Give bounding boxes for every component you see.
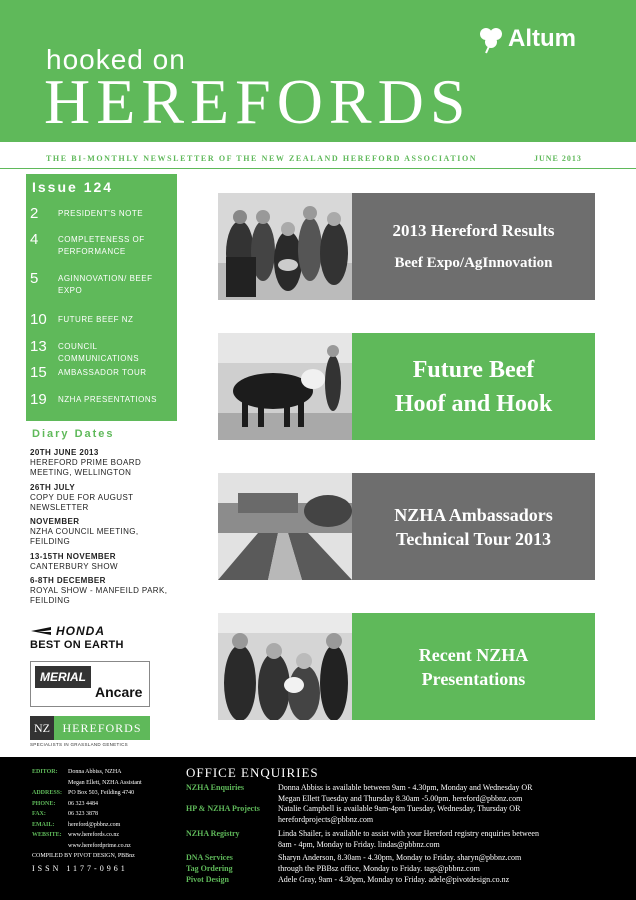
diary-text: ROYAL SHOW - MANFEILD PARK, FEILDING	[30, 586, 168, 605]
masthead-title: HEREFORDS	[44, 66, 472, 137]
feature-subtitle: Hoof and Hook	[394, 390, 553, 417]
office-line: Megan Ellett Tuesday and Thursday 8.30am -5.00pm. hereford@pbbnz.com	[278, 793, 523, 803]
office-key: DNA Services	[186, 853, 233, 862]
diary-date: 26TH JULY	[30, 483, 76, 492]
diary-date: NOVEMBER	[30, 517, 80, 526]
feature-photo	[218, 193, 352, 300]
altum-logo	[476, 24, 576, 54]
toc-item[interactable]	[30, 232, 176, 258]
address-label: ADDRESS:	[32, 790, 63, 796]
toc-item[interactable]	[30, 365, 176, 380]
website-link[interactable]: www.herefords.co.nz	[68, 832, 120, 838]
issue-date: JUNE 2013	[534, 154, 582, 163]
toc-label: COMPLETENESS OF PERFORMANCE	[58, 235, 145, 256]
feature-photo	[218, 613, 352, 720]
toc-item[interactable]	[30, 206, 176, 221]
feature-subtitle: Presentations	[421, 668, 526, 689]
office-key: Pivot Design	[186, 875, 229, 884]
office-row	[186, 864, 606, 875]
address-value: PO Box 503, Feilding 4740	[68, 790, 135, 796]
office-line: Natalie Campbell is available 9am-4pm Tuesday, Wednesday, Thursday OR	[278, 804, 521, 813]
office-line: through the PBBsz office, Monday to Friday. tags@pbbnz.com	[278, 864, 480, 873]
email-link[interactable]: hereford@pbbnz.com	[68, 821, 121, 828]
website-link-2[interactable]: www.herefordprime.co.nz	[68, 842, 131, 849]
office-line: Donna Abbiss is available between 9am - 4.30pm, Monday and Wednesday OR	[278, 783, 533, 792]
phone-label: PHONE:	[32, 800, 56, 807]
editor-value-2: Megan Ellett, NZHA Assistant	[68, 779, 142, 786]
diary-date: 20TH JUNE 2013	[30, 448, 99, 457]
phone-value: 06 323 4484	[68, 800, 98, 807]
issn: ISSN 1177-0961	[32, 863, 128, 873]
feature-photo	[218, 333, 352, 440]
toc-page: 5	[30, 270, 39, 287]
divider	[0, 168, 636, 169]
office-title: OFFICE ENQUIRIES	[186, 765, 319, 780]
toc-page: 2	[30, 205, 39, 222]
diary-item	[30, 448, 180, 478]
nz-mark: NZ	[30, 716, 54, 740]
nz-herefords-logo	[30, 716, 150, 740]
diary-item	[30, 483, 180, 513]
feature-block[interactable]	[218, 473, 595, 580]
footer	[0, 757, 636, 900]
office-row	[186, 783, 606, 804]
diary-title: Diary Dates	[32, 428, 115, 440]
toc-label: PRESIDENT'S NOTE	[58, 209, 144, 218]
feature-block[interactable]	[218, 333, 595, 440]
toc-page: 19	[30, 391, 47, 408]
office-key: NZHA Enquiries	[186, 783, 245, 792]
office-line: Adele Gray, 9am - 4.30pm, Monday to Friday. adele@pivotdesign.co.nz	[278, 875, 510, 884]
diary-item	[30, 552, 180, 572]
feature-photo	[218, 473, 352, 580]
office-line: Sharyn Anderson, 8.30am - 4.30pm, Monday to Friday. sharyn@pbbnz.com	[278, 853, 522, 862]
diary-text: COPY DUE FOR AUGUST NEWSLETTER	[30, 493, 134, 512]
office-line: Linda Shailer, is available to assist with your Hereford registry enquiries between	[278, 829, 539, 838]
email-label: EMAIL:	[32, 821, 55, 828]
editor-value: Donna Abbiss, NZHA	[68, 769, 122, 775]
feature-title: Recent NZHA	[418, 644, 529, 665]
contact-details	[32, 767, 182, 873]
issue-number: Issue 124	[32, 179, 114, 195]
toc-item[interactable]	[30, 271, 176, 297]
clover-icon	[476, 24, 506, 54]
diary-item	[30, 517, 180, 547]
feature-block[interactable]	[218, 613, 595, 720]
toc-label: COUNCIL COMMUNICATIONS	[58, 342, 140, 363]
feature-subtitle: Technical Tour 2013	[395, 528, 552, 549]
toc-item[interactable]	[30, 312, 176, 327]
fax-label: FAX:	[32, 811, 46, 817]
diary-text: HEREFORD PRIME BOARD MEETING, WELLINGTON	[30, 458, 142, 477]
office-line: 8am - 4pm, Monday to Friday. lindas@pbbnz.com	[278, 839, 440, 849]
diary-text: CANTERBURY SHOW	[30, 562, 118, 571]
fax-value: 06 323 3878	[68, 811, 98, 817]
masthead	[0, 0, 636, 142]
contents-box	[26, 174, 177, 421]
altum-wordmark: Altum	[508, 25, 576, 52]
toc-label: AGINNOVATION/ BEEF EXPO	[58, 274, 153, 295]
honda-logo	[30, 624, 148, 651]
masthead-kicker: hooked on	[46, 44, 186, 75]
nz-herefords-tagline: SPECIALISTS IN GRASSLAND GENETICS	[30, 742, 128, 747]
ancare-wordmark: Ancare	[95, 684, 143, 700]
toc-label: FUTURE BEEF NZ	[58, 315, 134, 324]
feature-title: NZHA Ambassadors	[394, 504, 553, 525]
feature-subtitle: Beef Expo/AgInnovation	[394, 254, 553, 271]
feature-block[interactable]	[218, 193, 595, 300]
office-row	[186, 829, 606, 850]
newsletter-subline: THE BI-MONTHLY NEWSLETTER OF THE NEW ZEALAND HEREFORD ASSOCIATION	[46, 154, 478, 163]
office-key: Tag Ordering	[186, 864, 233, 873]
herefords-mark: HEREFORDS	[54, 716, 150, 740]
merial-ancare-logo	[30, 661, 150, 707]
office-key: HP & NZHA Projects	[186, 804, 260, 813]
toc-page: 13	[30, 338, 47, 355]
feature-title: 2013 Hereford Results	[392, 220, 555, 240]
office-line: herefordprojects@pbbnz.com	[278, 814, 374, 824]
diary-date: 6-8TH DECEMBER	[30, 576, 106, 585]
feature-panel	[352, 193, 595, 300]
toc-label: NZHA PRESENTATIONS	[58, 395, 157, 404]
feature-panel	[352, 613, 595, 720]
office-row	[186, 804, 606, 825]
toc-page: 10	[30, 311, 47, 328]
feature-title: Future Beef	[412, 356, 535, 383]
office-row	[186, 853, 606, 864]
diary-text: NZHA COUNCIL MEETING, FEILDING	[30, 527, 139, 546]
toc-page: 4	[30, 231, 39, 248]
honda-tagline: BEST ON EARTH	[30, 639, 124, 651]
editor-label: EDITOR:	[32, 769, 58, 775]
merial-wordmark: MERIAL	[35, 666, 91, 688]
honda-wordmark: HONDA	[56, 624, 105, 638]
toc-item[interactable]	[30, 392, 176, 407]
office-key: NZHA Registry	[186, 829, 240, 838]
toc-item[interactable]	[30, 339, 176, 365]
feature-panel	[352, 473, 595, 580]
toc-label: AMBASSADOR TOUR	[58, 368, 147, 377]
diary-date: 13-15TH NOVEMBER	[30, 552, 116, 561]
compiled-by: COMPILED BY PIVOT DESIGN, PBBnz	[32, 853, 135, 859]
website-label: WEBSITE:	[32, 832, 62, 838]
office-row	[186, 875, 606, 886]
toc-page: 15	[30, 364, 47, 381]
diary-item	[30, 576, 180, 606]
honda-wing-icon	[30, 626, 52, 636]
feature-panel	[352, 333, 595, 440]
